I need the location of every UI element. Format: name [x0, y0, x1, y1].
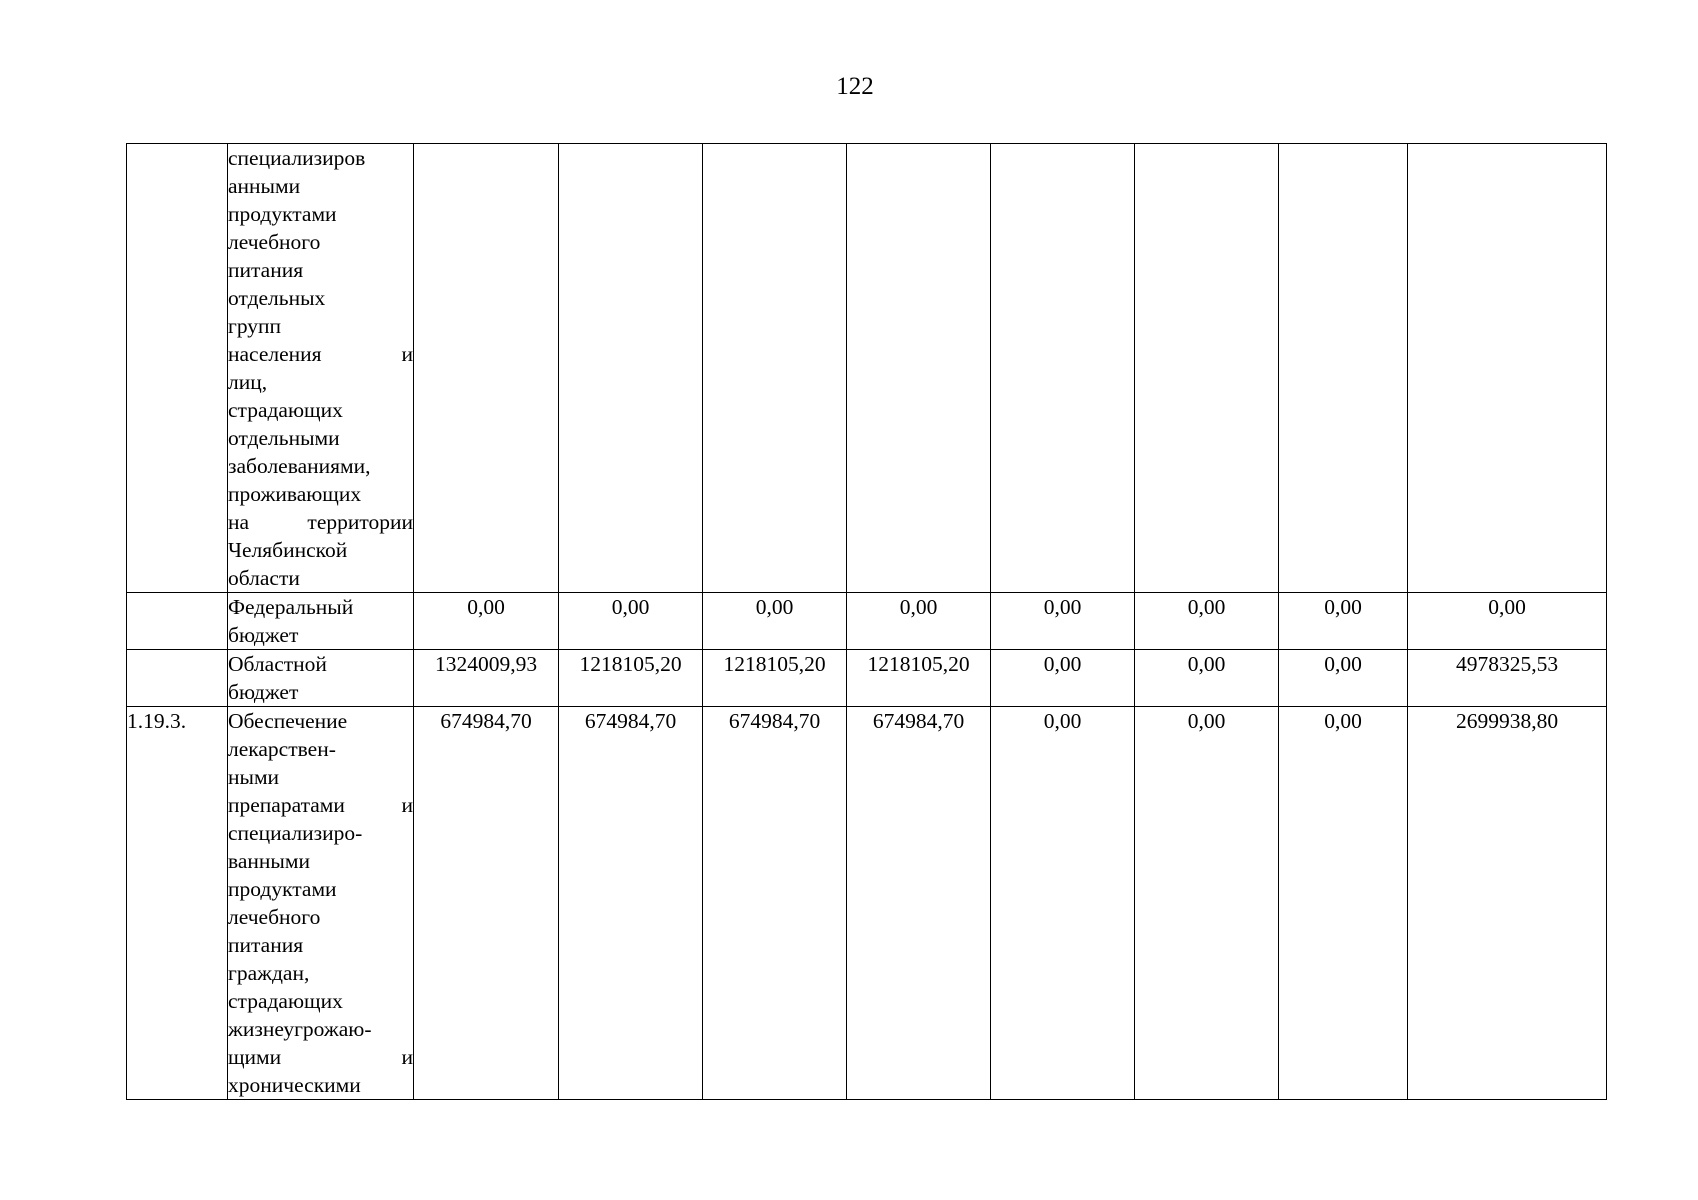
row-name-line: питания	[228, 933, 304, 957]
table-row	[127, 650, 1607, 707]
value-cell	[1135, 144, 1279, 593]
value-cell: 0,00	[1279, 650, 1408, 707]
row-name-line: ными	[228, 765, 280, 789]
row-name-line: заболеваниями,	[228, 454, 371, 478]
row-name-line: щими и	[228, 1045, 413, 1069]
row-name-line: питания	[228, 258, 304, 282]
value-cell: 0,00	[991, 650, 1135, 707]
row-name-line: бюджет	[228, 623, 299, 647]
row-name-line: лечебного	[228, 905, 321, 929]
row-name-line: страдающих	[228, 398, 343, 422]
row-name-cell	[228, 144, 414, 593]
value-cell: 0,00	[1135, 593, 1279, 650]
value-cell	[559, 144, 703, 593]
row-name-line: лиц,	[228, 370, 268, 394]
value-cell: 0,00	[559, 593, 703, 650]
row-name-line: лечебного	[228, 230, 321, 254]
row-number-cell	[127, 593, 228, 650]
value-cell: 674984,70	[559, 707, 703, 1100]
value-cell: 4978325,53	[1408, 650, 1607, 707]
row-name-line: Челябинской	[228, 538, 348, 562]
row-name-line: жизнеугрожаю-	[228, 1017, 372, 1041]
row-number-cell	[127, 650, 228, 707]
value-cell: 0,00	[847, 593, 991, 650]
value-cell: 0,00	[414, 593, 559, 650]
value-cell	[1408, 144, 1607, 593]
row-name-line: проживающих	[228, 482, 362, 506]
value-cell	[703, 144, 847, 593]
page-number: 122	[836, 73, 874, 100]
row-name-line: отдельными	[228, 426, 340, 450]
row-name-line: специализиро-	[228, 821, 363, 845]
value-cell: 674984,70	[414, 707, 559, 1100]
value-cell: 1218105,20	[559, 650, 703, 707]
value-cell: 674984,70	[703, 707, 847, 1100]
row-name-line: Федеральный	[228, 595, 354, 619]
value-cell: 1218105,20	[703, 650, 847, 707]
row-number-cell: 1.19.3.	[127, 707, 228, 1100]
row-name-line: групп	[228, 314, 282, 338]
value-cell: 2699938,80	[1408, 707, 1607, 1100]
row-name-line: специализиров	[228, 146, 366, 170]
row-name-cell	[228, 650, 414, 707]
table-row	[127, 707, 1607, 1100]
value-cell: 0,00	[1408, 593, 1607, 650]
row-name-line: отдельных	[228, 286, 326, 310]
row-name-line: лекарствен-	[228, 737, 336, 761]
table-row	[127, 144, 1607, 593]
value-cell: 1218105,20	[847, 650, 991, 707]
row-number-cell	[127, 144, 228, 593]
budget-table	[126, 143, 1607, 1100]
value-cell: 0,00	[991, 593, 1135, 650]
row-name-line: продуктами	[228, 877, 337, 901]
value-cell: 0,00	[991, 707, 1135, 1100]
row-name-line: населения и	[228, 342, 413, 366]
value-cell: 0,00	[1279, 593, 1408, 650]
value-cell: 0,00	[1279, 707, 1408, 1100]
row-name-line: Областной	[228, 652, 327, 676]
row-name-line: продуктами	[228, 202, 337, 226]
row-name-line: Обеспечение	[228, 709, 348, 733]
row-name-line: страдающих	[228, 989, 343, 1013]
row-name-cell	[228, 707, 414, 1100]
value-cell: 0,00	[703, 593, 847, 650]
row-name-cell	[228, 593, 414, 650]
value-cell: 674984,70	[847, 707, 991, 1100]
value-cell	[847, 144, 991, 593]
table-row	[127, 593, 1607, 650]
value-cell	[1279, 144, 1408, 593]
value-cell: 0,00	[1135, 707, 1279, 1100]
row-name-line: ванными	[228, 849, 310, 873]
row-name-line: на территории	[228, 510, 413, 534]
value-cell: 0,00	[1135, 650, 1279, 707]
row-name-line: области	[228, 566, 300, 590]
row-name-line: анными	[228, 174, 301, 198]
row-name-line: хроническими	[228, 1073, 361, 1097]
row-name-line: граждан,	[228, 961, 310, 985]
value-cell	[414, 144, 559, 593]
value-cell: 1324009,93	[414, 650, 559, 707]
row-name-line: бюджет	[228, 680, 299, 704]
row-name-line: препаратами и	[228, 793, 413, 817]
value-cell	[991, 144, 1135, 593]
